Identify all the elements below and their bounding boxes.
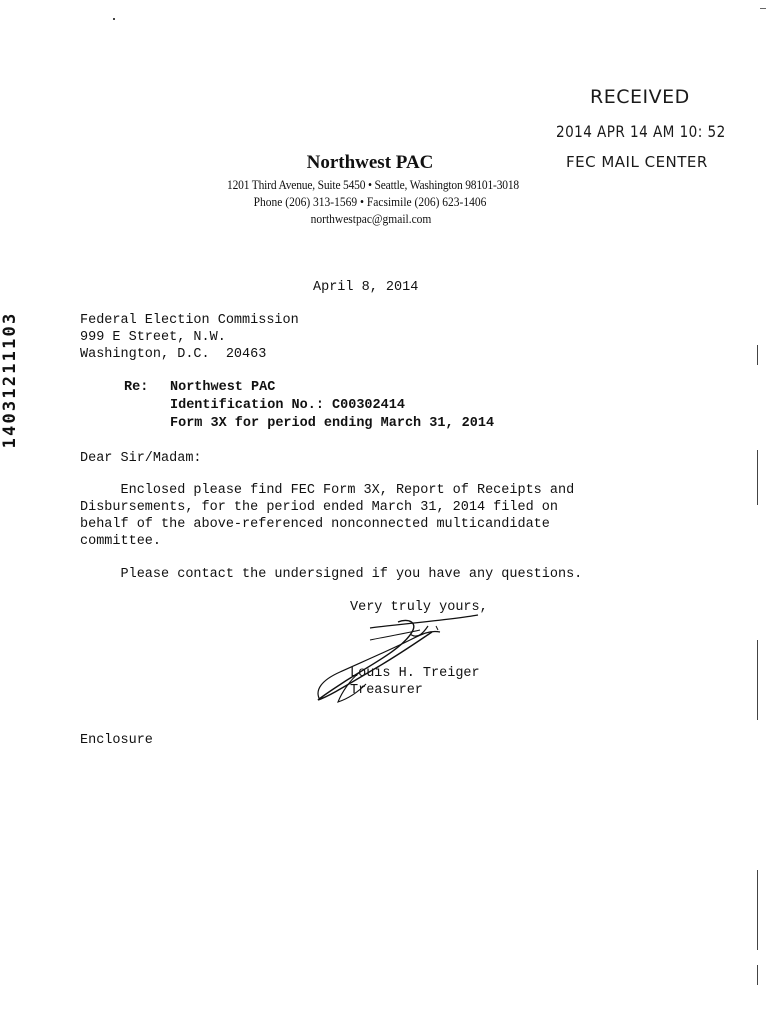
letter-date: April 8, 2014 (313, 280, 419, 295)
scan-mark (757, 965, 758, 985)
recipient-name: Federal Election Commission (80, 313, 299, 328)
signer-title: Treasurer (350, 683, 423, 698)
re-line-id: Identification No.: C00302414 (170, 398, 405, 413)
scan-mark (757, 640, 758, 720)
re-line-form: Form 3X for period ending March 31, 2014 (170, 416, 495, 431)
org-email: northwestpac@gmail.com (310, 212, 432, 226)
enclosure-note: Enclosure (80, 733, 153, 748)
recipient-city: Washington, D.C. 20463 (80, 347, 267, 362)
re-line-org: Northwest PAC (170, 380, 276, 395)
body-line: committee. (80, 534, 162, 549)
mail-center-stamp: FEC MAIL CENTER (566, 153, 708, 171)
scan-speck (760, 8, 766, 9)
org-name: Northwest PAC (306, 152, 434, 173)
re-label: Re: (124, 380, 149, 395)
salutation: Dear Sir/Madam: (80, 451, 202, 466)
document-number: 14031211103 (0, 311, 20, 449)
body-line: Disbursements, for the period ended March 31, 2014 filed on (80, 500, 558, 515)
received-datetime: 2014 APR 14 AM 10: 52 (556, 122, 726, 141)
body-line: behalf of the above-referenced nonconnected multicandidate (80, 517, 550, 532)
scan-speck (113, 18, 115, 20)
org-address: 1201 Third Avenue, Suite 5450 • Seattle, Washington 98101-3018 (227, 178, 519, 192)
body-contact: Please contact the undersigned if you have any questions. (80, 567, 583, 582)
closing: Very truly yours, (350, 600, 488, 615)
scan-mark (757, 345, 758, 365)
body-line: Enclosed please find FEC Form 3X, Report of Receipts and (80, 483, 575, 498)
org-phone-fax: Phone (206) 313-1569 • Facsimile (206) 623-1406 (253, 195, 487, 209)
scan-mark (757, 870, 758, 950)
signer-name: Louis H. Treiger (350, 666, 480, 681)
recipient-street: 999 E Street, N.W. (80, 330, 226, 345)
received-stamp: RECEIVED (590, 86, 690, 108)
scan-mark (757, 450, 758, 505)
